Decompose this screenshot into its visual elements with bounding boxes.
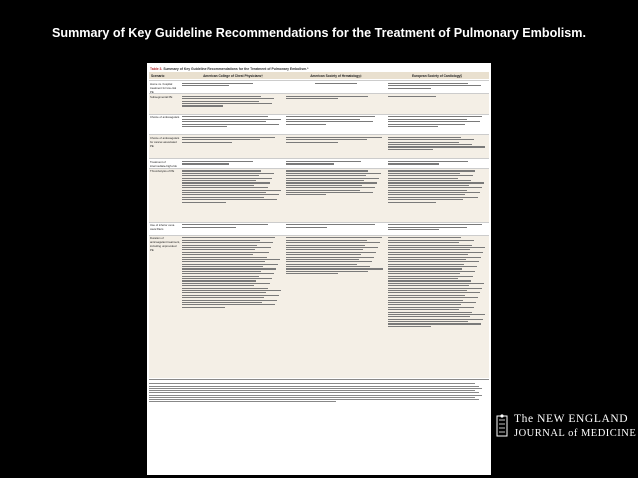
- text-line: [182, 304, 275, 305]
- text-line: [182, 227, 236, 228]
- col-ash: American Society of Hematology‡: [310, 73, 362, 78]
- text-line: [182, 101, 259, 102]
- text-line: [182, 266, 263, 267]
- text-line: [388, 247, 485, 248]
- text-line: [182, 247, 271, 248]
- text-line: [388, 261, 479, 262]
- row-scenario: Thrombolysis of PE: [150, 169, 175, 174]
- text-line: [182, 302, 262, 303]
- text-line: [286, 190, 360, 191]
- text-line: [388, 185, 469, 186]
- text-line: [182, 197, 264, 198]
- table-row: [149, 235, 489, 379]
- text-line: [182, 105, 223, 106]
- text-line: [182, 202, 226, 203]
- footnote-line: [149, 386, 479, 387]
- text-line: [388, 283, 484, 284]
- table-row: [149, 168, 489, 223]
- text-line: [315, 83, 356, 84]
- text-line: [388, 178, 458, 179]
- row-recommendation-text: [285, 236, 387, 379]
- text-line: [182, 280, 256, 281]
- row-recommendation-text: [181, 94, 285, 115]
- text-line: [182, 137, 275, 138]
- text-line: [182, 295, 279, 296]
- text-line: [182, 83, 253, 84]
- row-scenario: Subsegmental PE: [150, 94, 173, 99]
- slide-title: Summary of Key Guideline Recommendations for the Treatment of Pulmonary Embolism.: [52, 26, 586, 40]
- text-line: [182, 252, 269, 253]
- text-line: [286, 254, 361, 255]
- row-recommendation-text: [181, 135, 285, 159]
- text-line: [388, 268, 462, 269]
- text-line: [182, 278, 272, 279]
- text-line: [388, 227, 467, 228]
- text-line: [388, 323, 481, 324]
- text-line: [388, 121, 480, 122]
- text-line: [182, 237, 275, 238]
- text-line: [388, 321, 468, 322]
- row-recommendation-text: [285, 169, 387, 223]
- text-line: [182, 190, 281, 191]
- text-line: [388, 88, 431, 89]
- text-line: [182, 307, 225, 308]
- text-line: [388, 312, 472, 313]
- text-line: [388, 259, 466, 260]
- guideline-table-image: [147, 63, 491, 475]
- footnote-line: [149, 392, 479, 393]
- text-line: [182, 103, 272, 104]
- row-recommendation-text: [181, 169, 285, 223]
- text-line: [182, 161, 253, 162]
- citation: Kahn SR, de Wit K. N Engl J Med2022;387:45-57: [147, 432, 385, 444]
- text-line: [388, 280, 471, 281]
- text-line: [182, 268, 276, 269]
- table-row: [149, 134, 489, 159]
- text-line: [388, 116, 482, 117]
- text-line: [182, 254, 253, 255]
- text-line: [182, 261, 265, 262]
- footnote-line: [149, 383, 475, 384]
- text-line: [286, 187, 375, 188]
- table-caption-text: Summary of Key Guideline Recommendations for the Treatment of Pulmonary Embolism.*: [163, 67, 309, 71]
- text-line: [182, 194, 279, 195]
- text-line: [286, 237, 382, 238]
- text-line: [182, 85, 229, 86]
- text-line: [388, 245, 472, 246]
- text-line: [286, 161, 361, 162]
- text-line: [388, 300, 463, 301]
- text-line: [286, 116, 375, 117]
- text-line: [388, 297, 478, 298]
- text-line: [182, 170, 261, 171]
- row-recommendation-text: [387, 135, 489, 159]
- text-line: [182, 290, 281, 291]
- text-line: [182, 288, 268, 289]
- text-line: [182, 285, 254, 286]
- row-scenario: Home vs. hospital treatment for low-risk PE: [150, 81, 177, 94]
- text-line: [182, 245, 257, 246]
- footnote-line: [149, 388, 482, 389]
- text-line: [286, 252, 376, 253]
- text-line: [182, 187, 268, 188]
- col-accp: American College of Chest Physicians†: [203, 73, 263, 78]
- table-row: [149, 114, 489, 136]
- row-recommendation-text: [387, 236, 489, 379]
- text-line: [388, 319, 483, 320]
- nejm-logo: [494, 412, 637, 448]
- row-recommendation-text: [285, 94, 387, 115]
- text-line: [388, 161, 468, 162]
- text-line: [286, 224, 375, 225]
- text-line: [286, 173, 381, 174]
- text-line: [388, 194, 465, 195]
- text-line: [182, 116, 268, 117]
- table-row: [149, 80, 489, 94]
- text-line: [286, 242, 380, 243]
- text-line: [182, 276, 259, 277]
- text-line: [388, 96, 436, 97]
- text-line: [388, 326, 431, 327]
- text-line: [388, 302, 476, 303]
- row-scenario: Use of inferior vena cava filters: [150, 223, 175, 231]
- row-scenario: Choice of anticoagulant: [150, 115, 180, 120]
- table-row: [149, 93, 489, 115]
- text-line: [286, 240, 367, 241]
- text-line: [388, 124, 465, 125]
- text-line: [388, 254, 468, 255]
- text-line: [182, 180, 256, 181]
- text-line: [388, 119, 467, 120]
- text-line: [388, 192, 480, 193]
- text-line: [388, 187, 482, 188]
- text-line: [286, 264, 357, 265]
- text-line: [182, 119, 281, 120]
- row-recommendation-text: [181, 115, 285, 136]
- text-line: [182, 297, 264, 298]
- text-line: [286, 227, 327, 228]
- text-line: [286, 96, 368, 97]
- text-line: [182, 300, 277, 301]
- text-line: [182, 240, 260, 241]
- text-line: [182, 249, 255, 250]
- text-line: [286, 175, 366, 176]
- col-esc: European Society of Cardiology§: [411, 73, 463, 78]
- text-line: [286, 121, 373, 122]
- text-line: [286, 178, 379, 179]
- text-line: [182, 259, 280, 260]
- text-line: [388, 85, 481, 86]
- text-line: [182, 224, 268, 225]
- row-scenario: Treatment of intermediate-high-risk: [150, 159, 177, 168]
- row-recommendation-text: [285, 115, 387, 136]
- text-line: [182, 178, 272, 179]
- text-line: [286, 261, 372, 262]
- text-line: [388, 288, 482, 289]
- text-line: [388, 309, 459, 310]
- text-line: [388, 237, 461, 238]
- row-scenario: Choice of anticoagulant for cancer-associated PE: [150, 135, 180, 148]
- text-line: [286, 268, 383, 269]
- text-line: [388, 144, 472, 145]
- text-line: [388, 139, 474, 140]
- text-line: [182, 126, 227, 127]
- text-line: [182, 273, 274, 274]
- text-line: [182, 98, 274, 99]
- text-line: [388, 276, 473, 277]
- text-line: [388, 126, 438, 127]
- table-caption: [150, 67, 308, 71]
- text-line: [182, 121, 266, 122]
- text-line: [286, 142, 338, 143]
- table-row: [149, 222, 489, 236]
- text-line: [388, 202, 436, 203]
- text-line: [182, 192, 266, 193]
- text-line: [182, 142, 232, 143]
- row-recommendation-text: [387, 169, 489, 223]
- table-number: Table 3.: [150, 67, 163, 71]
- text-line: [286, 163, 334, 164]
- footnote-line: [149, 401, 336, 402]
- text-line: [286, 273, 338, 274]
- text-line: [182, 124, 279, 125]
- row-scenario: Duration of anticoagulant treatment, including unprovoked PE: [150, 236, 181, 253]
- text-line: [182, 271, 261, 272]
- text-line: [182, 264, 278, 265]
- nejm-seal-icon: [494, 414, 510, 440]
- text-line: [388, 197, 478, 198]
- text-line: [182, 96, 261, 97]
- footnote-line: [149, 395, 482, 396]
- text-line: [286, 247, 378, 248]
- text-line: [182, 283, 270, 284]
- text-line: [286, 271, 368, 272]
- text-line: [388, 257, 481, 258]
- text-line: [388, 266, 477, 267]
- text-line: [388, 314, 485, 315]
- text-line: [286, 266, 370, 267]
- text-line: [388, 278, 458, 279]
- text-line: [388, 240, 474, 241]
- text-line: [286, 124, 326, 125]
- text-line: [388, 242, 459, 243]
- text-line: [286, 185, 362, 186]
- text-line: [388, 175, 473, 176]
- text-line: [388, 149, 433, 150]
- text-line: [286, 249, 363, 250]
- text-line: [388, 290, 467, 291]
- col-scenario: Scenario: [151, 73, 165, 78]
- text-line: [286, 180, 364, 181]
- text-line: [286, 139, 367, 140]
- table-header-row: [149, 72, 489, 79]
- text-line: [388, 146, 485, 147]
- text-line: [182, 175, 259, 176]
- nejm-logo-line2: JOURNAL of MEDICINE: [514, 428, 637, 439]
- text-line: [286, 170, 368, 171]
- text-line: [286, 194, 326, 195]
- footnote-line: [149, 390, 475, 391]
- row-recommendation-text: [285, 135, 387, 159]
- text-line: [388, 83, 468, 84]
- table-footnotes: [149, 379, 489, 404]
- text-line: [388, 224, 482, 225]
- text-line: [388, 292, 480, 293]
- row-recommendation-text: [181, 236, 285, 379]
- text-line: [182, 257, 267, 258]
- text-line: [182, 292, 266, 293]
- text-line: [388, 137, 461, 138]
- text-line: [388, 163, 439, 164]
- text-line: [388, 273, 460, 274]
- text-line: [286, 259, 359, 260]
- text-line: [182, 139, 260, 140]
- text-line: [182, 173, 274, 174]
- text-line: [388, 316, 470, 317]
- text-line: [388, 249, 470, 250]
- text-line: [286, 245, 365, 246]
- text-line: [388, 229, 439, 230]
- text-line: [388, 285, 469, 286]
- text-line: [388, 170, 475, 171]
- text-line: [286, 257, 374, 258]
- footnote-line: [149, 397, 475, 398]
- text-line: [182, 185, 254, 186]
- text-line: [182, 242, 273, 243]
- text-line: [388, 252, 483, 253]
- text-line: [286, 98, 338, 99]
- text-line: [286, 137, 382, 138]
- text-line: [286, 119, 360, 120]
- text-line: [388, 173, 460, 174]
- text-line: [286, 192, 373, 193]
- footnote-line: [149, 399, 479, 400]
- text-line: [182, 163, 229, 164]
- text-line: [388, 142, 459, 143]
- text-line: [388, 307, 474, 308]
- text-line: [286, 182, 377, 183]
- text-line: [388, 271, 475, 272]
- text-line: [388, 264, 464, 265]
- row-recommendation-text: [387, 115, 489, 136]
- text-line: [182, 199, 277, 200]
- text-line: [388, 182, 484, 183]
- text-line: [388, 190, 467, 191]
- text-line: [388, 295, 465, 296]
- nejm-logo-line1: The NEW ENGLAND: [514, 413, 629, 425]
- text-line: [388, 199, 463, 200]
- row-recommendation-text: [387, 94, 489, 115]
- text-line: [388, 304, 461, 305]
- text-line: [182, 182, 270, 183]
- text-line: [388, 180, 471, 181]
